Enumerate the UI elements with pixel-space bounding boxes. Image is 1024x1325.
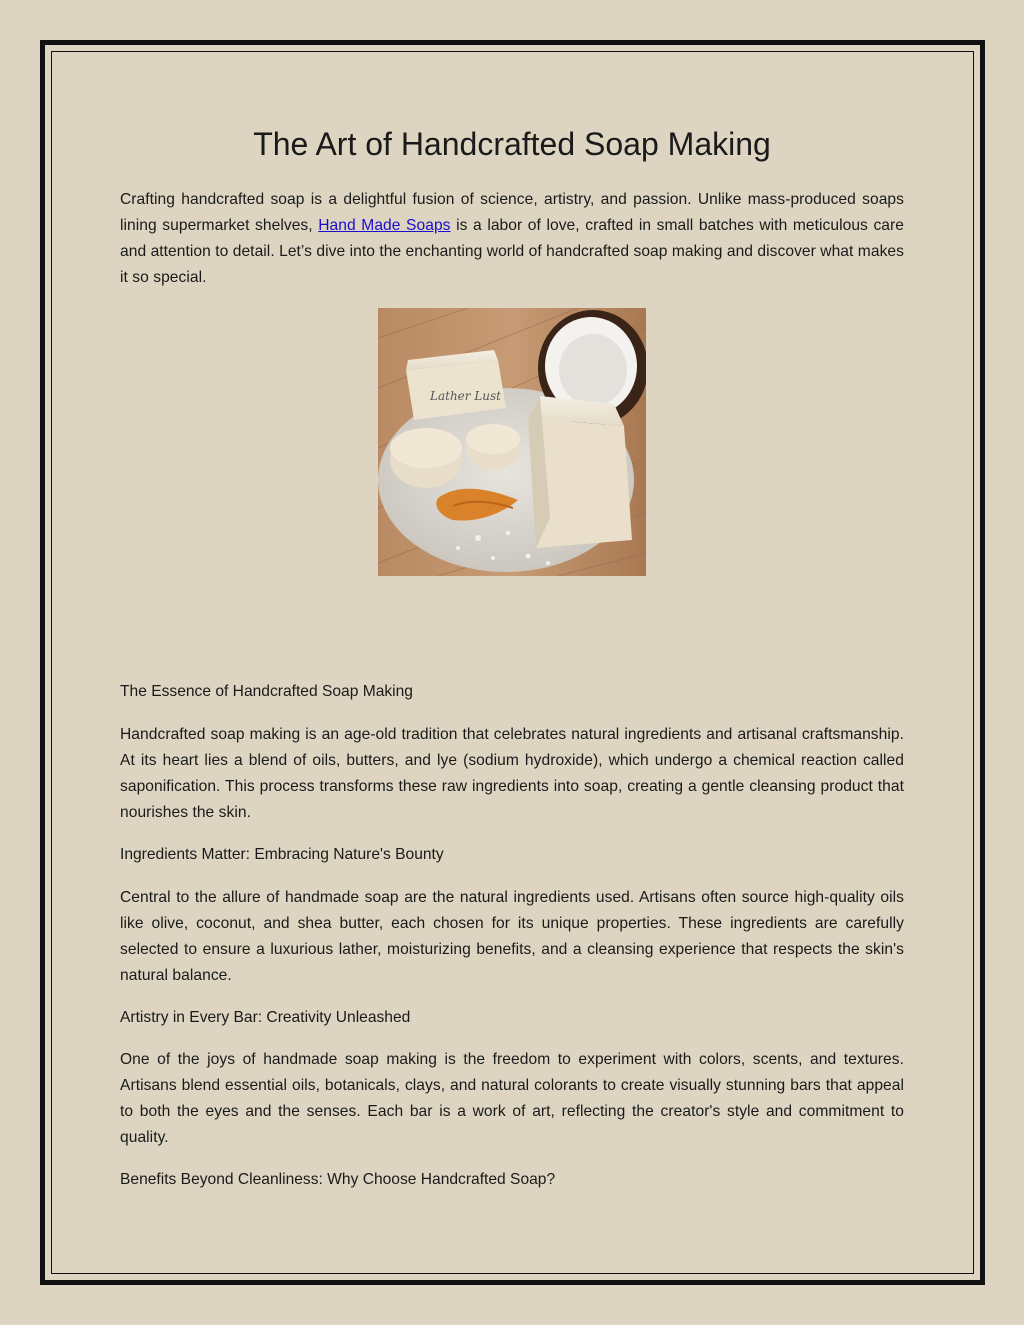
soap-photo-illustration — [378, 308, 646, 576]
coconut-inner — [559, 334, 627, 406]
intro-text-start: Crafting handcrafted soap is a delightful fusion of science, artistry, and passion. Unlike mass-produced soaps lining supermarket shelves, — [120, 191, 904, 234]
soap-product-photo — [378, 308, 646, 576]
section-body-artistry: One of the joys of handmade soap making is the freedom to experiment with colors, scents, and textures. Artisans blend essential oils, botanicals, clays, and natural colorants to create visually stunning bars that appeal to both the eyes and the senses. Each bar is a work of art, reflecting the creator's style and commitment to quality. — [120, 1051, 904, 1146]
section-body-ingredients: Central to the allure of handmade soap are the natural ingredients used. Artisans often source high-quality oils like olive, coconut, and shea butter, each chosen for its unique properties. These ingredients are carefully selected to ensure a luxurious lather, moisturizing benefits, and a cleansing experience that respects the skin's natural balance. — [120, 889, 904, 984]
section-body-essence: Handcrafted soap making is an age-old tradition that celebrates natural ingredients and artisanal craftsmanship. At its heart lies a blend of oils, butters, and lye (sodium hydroxide), which undergo a chemical reaction called saponification. This process transforms these raw ingredients into soap, creating a gentle cleansing product that nourishes the skin. — [120, 726, 904, 821]
round-soap-right-top — [466, 424, 520, 454]
section-heading-benefits: Benefits Beyond Cleanliness: Why Choose Handcrafted Soap? — [120, 1171, 556, 1188]
intro-paragraph — [120, 187, 904, 291]
soap-stamp-text: Lather Lust — [430, 389, 502, 403]
intro-text-end: is a labor of love, crafted in small batches with meticulous care and attention to detail. Let’s dive into the enchanting world of handcrafted soap making and discover what makes it so special. — [120, 217, 904, 286]
round-soap-left-top — [390, 428, 462, 468]
section-heading-ingredients: Ingredients Matter: Embracing Nature's Bounty — [120, 846, 444, 863]
page-title: The Art of Handcrafted Soap Making — [253, 126, 771, 162]
section-heading-essence: The Essence of Handcrafted Soap Making — [120, 683, 413, 700]
hand-made-soaps-link[interactable]: Hand Made Soaps — [318, 217, 451, 234]
section-heading-artistry: Artistry in Every Bar: Creativity Unleashed — [120, 1009, 411, 1026]
